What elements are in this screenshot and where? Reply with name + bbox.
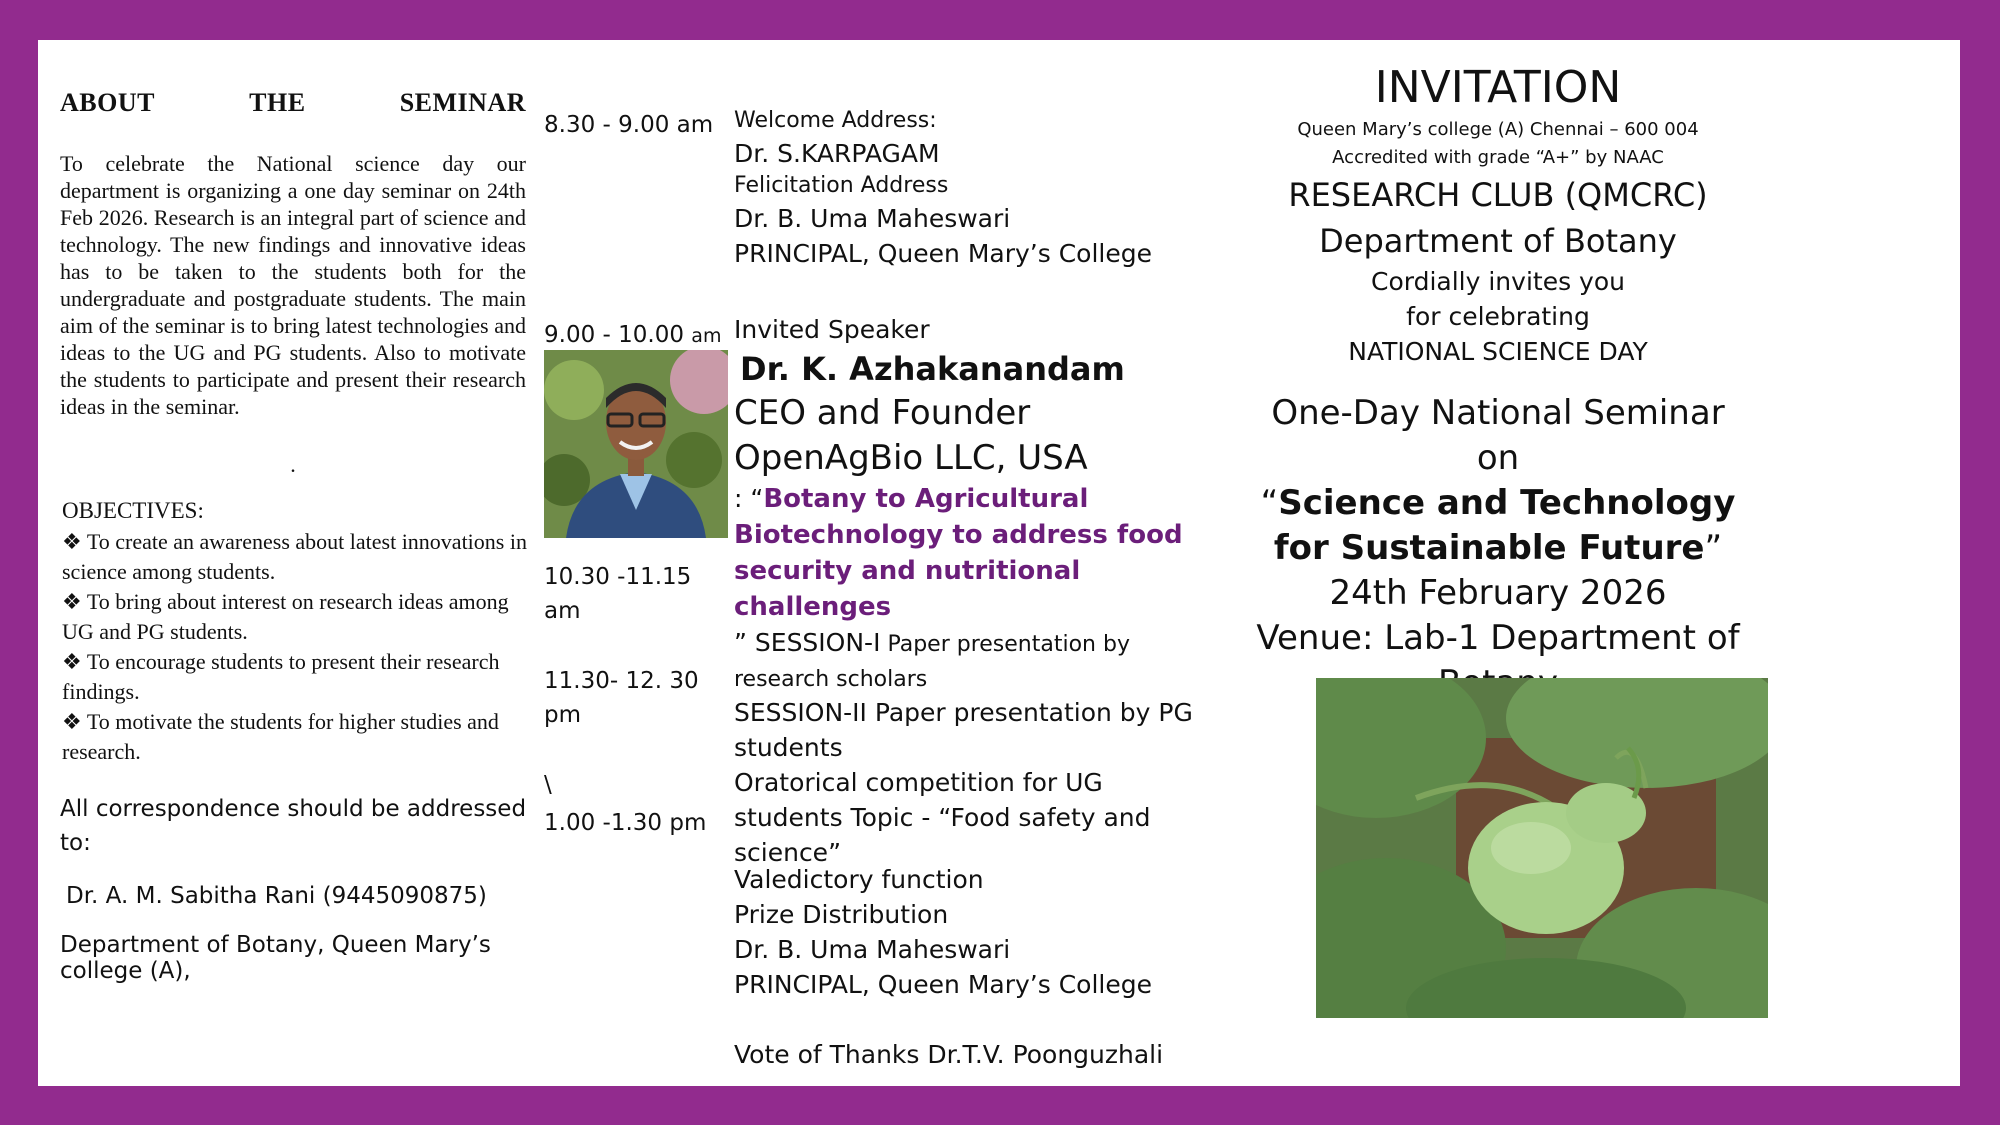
contact-department: Department of Botany, Queen Mary’s college (A), (60, 932, 491, 984)
objective-item: ❖ To create an awareness about latest innovations in science among students. (62, 529, 527, 584)
session-1-detail: Paper presentation by research scholars (734, 632, 1130, 692)
speaker-portrait-icon (544, 350, 728, 538)
time-slot-3: 10.30 -11.15 am (544, 564, 692, 624)
invited-label: Invited Speaker (734, 315, 930, 344)
time-slot-5: 1.00 -1.30 pm (544, 810, 707, 836)
valedictory-role: PRINCIPAL, Queen Mary’s College (734, 970, 1152, 999)
session-1 (734, 625, 1194, 695)
bottle-gourd-photo (1316, 678, 1768, 1018)
bottle-gourd-image-icon (1316, 678, 1768, 1018)
correspondence-text: All correspondence should be addressed to: (60, 796, 527, 856)
club-name: RESEARCH CLUB (QMCRC) (1288, 176, 1708, 214)
prize-distribution: Prize Distribution (734, 900, 949, 929)
speaker-organization: OpenAgBio LLC, USA (734, 438, 1088, 478)
invitation-title: INVITATION (1374, 62, 1622, 113)
invitation-panel (1218, 60, 1778, 706)
about-body: To celebrate the National science day our department is organizing a one day seminar on 24th Feb 2026. Research is an integral part of science and technology. The new findings and innovative ideas has to be taken to the students both for the undergraduate and postgraduate students. The main aim of the seminar is to bring latest technologies and ideas to the UG and PG students. Also to motivate the students to participate and present their research ideas in the seminar. (60, 151, 526, 419)
talk-topic-prefix: : “ (734, 484, 764, 513)
about-dot: . (290, 452, 296, 477)
talk-topic-title: Botany to Agricultural Biotechnology to address food security and nutritional challenges (734, 484, 1183, 622)
felicitation-role: PRINCIPAL, Queen Mary’s College (734, 239, 1152, 268)
felicitation-label: Felicitation Address (734, 173, 949, 198)
contact-name: Dr. A. M. Sabitha Rani (9445090875) (66, 883, 487, 909)
valedictory-label: Valedictory function (734, 865, 984, 894)
time-slot-1: 8.30 - 9.00 am (544, 112, 714, 138)
session-1-label: ” SESSION-I (734, 628, 881, 657)
about-title (60, 88, 526, 118)
time-slot-marker: \ (544, 772, 552, 798)
department-name: Department of Botany (1319, 222, 1677, 260)
seminar-title: One-Day National Seminar (1271, 393, 1725, 433)
session-2: SESSION-II Paper presentation by PG students (734, 698, 1193, 762)
felicitation-speaker: Dr. B. Uma Maheswari (734, 204, 1011, 233)
college-name: Queen Mary’s college (A) Chennai – 600 004 (1297, 119, 1699, 140)
objective-item: ❖ To motivate the students for higher studies and research. (62, 709, 499, 764)
seminar-venue: Venue: Lab-1 Department of (1256, 618, 1740, 658)
time-slot-2 (544, 318, 721, 353)
speaker-role: CEO and Founder (734, 393, 1031, 433)
vote-of-thanks: Vote of Thanks Dr.T.V. Poonguzhali (734, 1040, 1164, 1069)
about-title-word-1: ABOUT (60, 88, 155, 117)
science-day-line: NATIONAL SCIENCE DAY (1348, 337, 1648, 366)
talk-topic (734, 481, 1194, 625)
theme-line-1: “Science and Technology (1260, 483, 1736, 523)
invited-block (734, 312, 1194, 870)
valedictory-block (734, 862, 1194, 1072)
seminar-on: on (1476, 438, 1520, 478)
about-title-word-2: THE (249, 88, 306, 117)
valedictory-speaker: Dr. B. Uma Maheswari (734, 935, 1011, 964)
time-slot-2-main: 9.00 - 10.00 (544, 322, 684, 348)
speaker-photo (544, 350, 728, 538)
welcome-block (734, 106, 1194, 271)
objective-item: ❖ To encourage students to present their research findings. (62, 649, 500, 704)
about-title-word-3: SEMINAR (399, 88, 526, 117)
celebrating-line: for celebrating (1406, 302, 1590, 331)
objective-item: ❖ To bring about interest on research ideas among UG and PG students. (62, 589, 509, 644)
speaker-name: Dr. K. Azhakanandam (740, 350, 1125, 388)
invites-line: Cordially invites you (1371, 267, 1625, 296)
welcome-speaker: Dr. S.KARPAGAM (734, 139, 940, 168)
brochure-page (38, 40, 1960, 1086)
accreditation: Accredited with grade “A+” by NAAC (1332, 147, 1664, 168)
objectives-list (62, 527, 542, 767)
oratorical-competition: Oratorical competition for UG students Topic - “Food safety and science” (734, 768, 1151, 867)
welcome-label: Welcome Address: (734, 108, 937, 133)
theme-line-2: for Sustainable Future” (1273, 528, 1723, 568)
objectives-title: OBJECTIVES: (62, 498, 204, 523)
time-slot-4: 11.30- 12. 30 pm (544, 668, 699, 728)
seminar-date: 24th February 2026 (1329, 573, 1667, 613)
time-slot-2-unit: am (691, 325, 722, 347)
